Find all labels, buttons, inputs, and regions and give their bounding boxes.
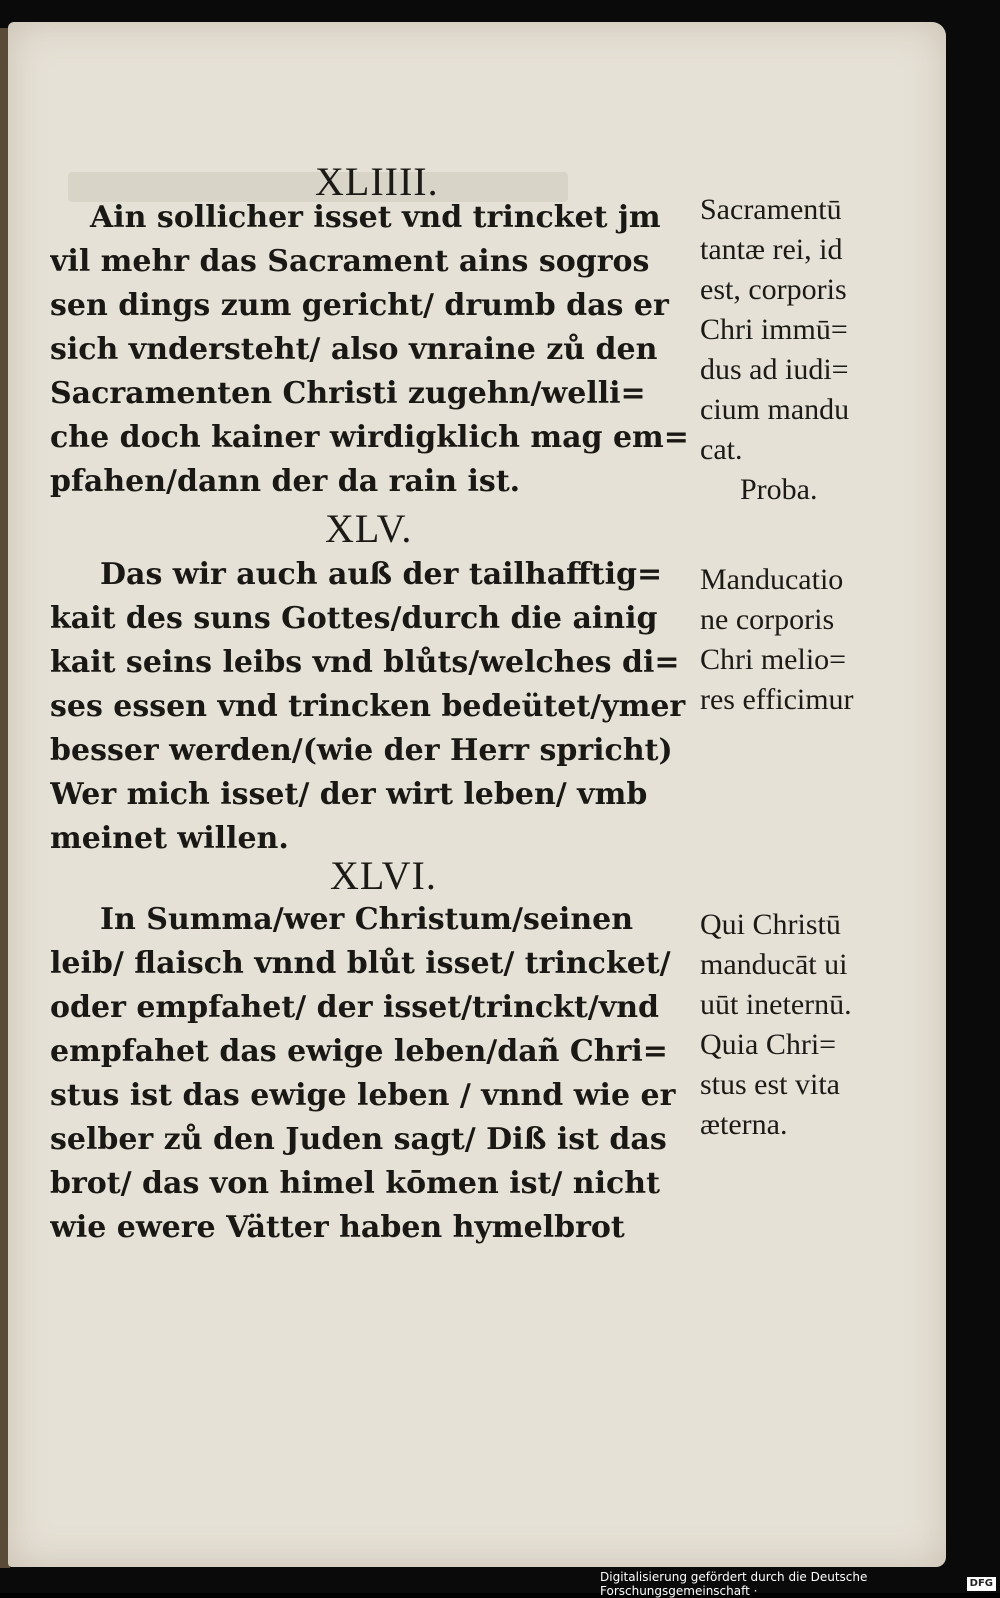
section-heading-45: XLV.	[325, 506, 413, 551]
text-line: kait seins leibs vnd blůts/welches di=	[50, 645, 680, 680]
text-line: sen dings zum gericht/ drumb das er	[50, 288, 669, 323]
margin-gloss-45	[700, 560, 930, 720]
text-line: empfahet das ewige leben/dañ Chri=	[50, 1034, 668, 1069]
text-line: kait des suns Gottes/durch die ainig	[50, 601, 658, 636]
text-line: In Summa/wer Christum/seinen	[100, 902, 634, 937]
dfg-logo-icon: DFG	[967, 1577, 996, 1591]
section-heading-44: XLIIII.	[315, 159, 439, 204]
credit-text: Digitalisierung gefördert durch die Deutsche Forschungsgemeinschaft ·	[600, 1570, 868, 1598]
gloss-line: Sacramentū	[700, 193, 842, 226]
gloss-line: Proba.	[740, 473, 818, 506]
text-line: leib/ flaisch vnnd blůt isset/ trincket/	[50, 946, 671, 981]
gloss-line: cat.	[700, 433, 743, 466]
gloss-line: Chri melio=	[700, 643, 847, 676]
text-line: vil mehr das Sacrament ains sogros	[50, 244, 650, 279]
text-line: Das wir auch auß der tailhafftig=	[100, 557, 663, 592]
section-heading-46: XLVI.	[330, 853, 437, 898]
text-line: oder empfahet/ der isset/trinckt/vnd	[50, 990, 659, 1025]
gloss-line: est, corporis	[700, 273, 847, 306]
text-line: Ain sollicher isset vnd trincket jm	[90, 200, 661, 235]
section-text-44	[50, 196, 690, 504]
text-line: ses essen vnd trincken bedeütet/ymer	[50, 689, 686, 724]
gloss-line: uūt ineternū.	[700, 988, 852, 1021]
digitization-credit	[600, 1570, 1000, 1598]
gloss-line: cium mandu	[700, 393, 850, 426]
gloss-line: Quia Chri=	[700, 1028, 837, 1061]
gloss-line: tantæ rei, id	[700, 233, 843, 266]
section-text-46	[50, 898, 690, 1250]
gloss-line: ne corporis	[700, 603, 835, 636]
text-line: wie ewere Vätter haben hymelbrot	[50, 1210, 625, 1245]
margin-gloss-44	[700, 190, 930, 510]
text-line: che doch kainer wirdigklich mag em=	[50, 420, 689, 455]
text-line: sich vndersteht/ also vnraine zů den	[50, 332, 658, 367]
text-line: besser werden/(wie der Herr spricht)	[50, 733, 673, 768]
margin-gloss-46	[700, 905, 930, 1145]
gloss-line: Manducatio	[700, 563, 844, 596]
text-line: selber zů den Juden sagt/ Diß ist das	[50, 1122, 667, 1157]
text-line: pfahen/dann der da rain ist.	[50, 464, 521, 499]
gloss-line: stus est vita	[700, 1068, 840, 1101]
gloss-line: æterna.	[700, 1108, 788, 1141]
gloss-line: res efficimur	[700, 683, 854, 716]
gloss-line: Chri immū=	[700, 313, 848, 346]
text-line: Wer mich isset/ der wirt leben/ vmb	[50, 777, 648, 812]
text-line: meinet willen.	[50, 821, 289, 856]
gloss-line: manducāt ui	[700, 948, 848, 981]
section-text-45	[50, 553, 690, 861]
gloss-line: dus ad iudi=	[700, 353, 849, 386]
text-line: brot/ das von himel kōmen ist/ nicht	[50, 1166, 660, 1201]
text-line: stus ist das ewige leben / vnnd wie er	[50, 1078, 676, 1113]
text-line: Sacramenten Christi zugehn/welli=	[50, 376, 646, 411]
gloss-line: Qui Christū	[700, 908, 841, 941]
